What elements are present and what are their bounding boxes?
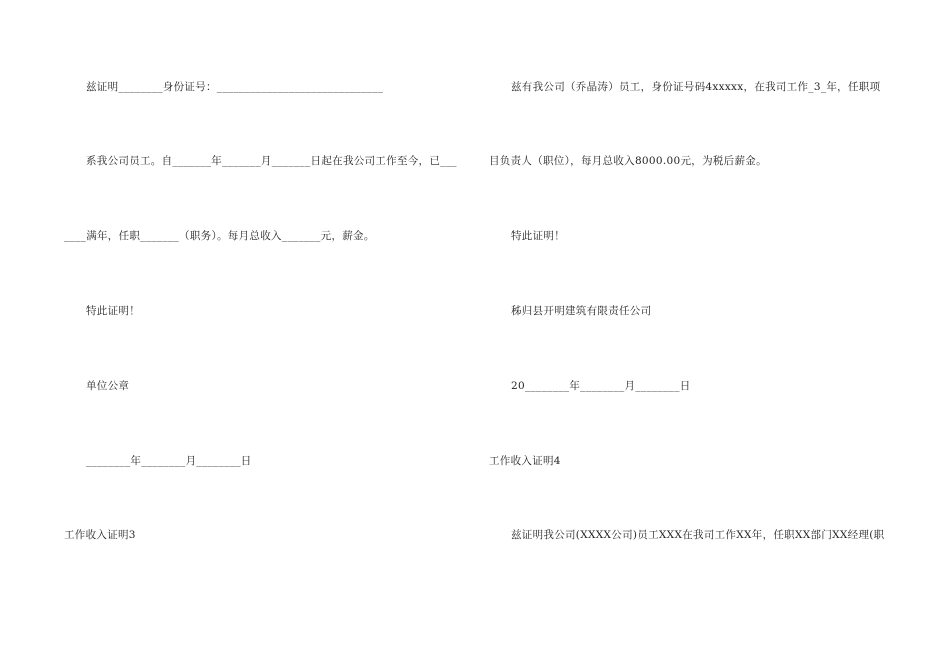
right-next-title: 工作收入证明4: [489, 455, 561, 467]
right-company-name: 秭归县开明建筑有限责任公司: [511, 305, 652, 317]
left-cert-intro: 兹证明________身份证号：______________________________: [86, 81, 384, 93]
left-seal-label: 单位公章: [86, 380, 130, 392]
left-salary-line: ____满年，任职_______（职务）。每月总收入_______元，薪金。: [64, 230, 375, 242]
left-next-title: 工作收入证明3: [64, 529, 136, 541]
left-closing: 特此证明！: [86, 305, 140, 317]
right-cert-intro: 兹有我公司（乔晶涛）员工，身份证号码4xxxxx，在我司工作_3_年，任职项: [511, 81, 881, 93]
right-position-line: 目负责人（职位），每月总收入8000.00元，为税后薪金。: [489, 155, 767, 167]
right-date-line: 20________年________月________日: [511, 380, 691, 392]
left-date-line: ________年________月________日: [86, 455, 252, 467]
right-next-intro: 兹证明我公司(XXXX公司)员工XXX在我司工作XX年，任职XX部门XX经理(职: [511, 529, 885, 541]
right-closing: 特此证明！: [511, 230, 565, 242]
left-employee-line: 系我公司员工。自_______年_______月_______日起在我公司工作至今，已___: [86, 155, 457, 167]
